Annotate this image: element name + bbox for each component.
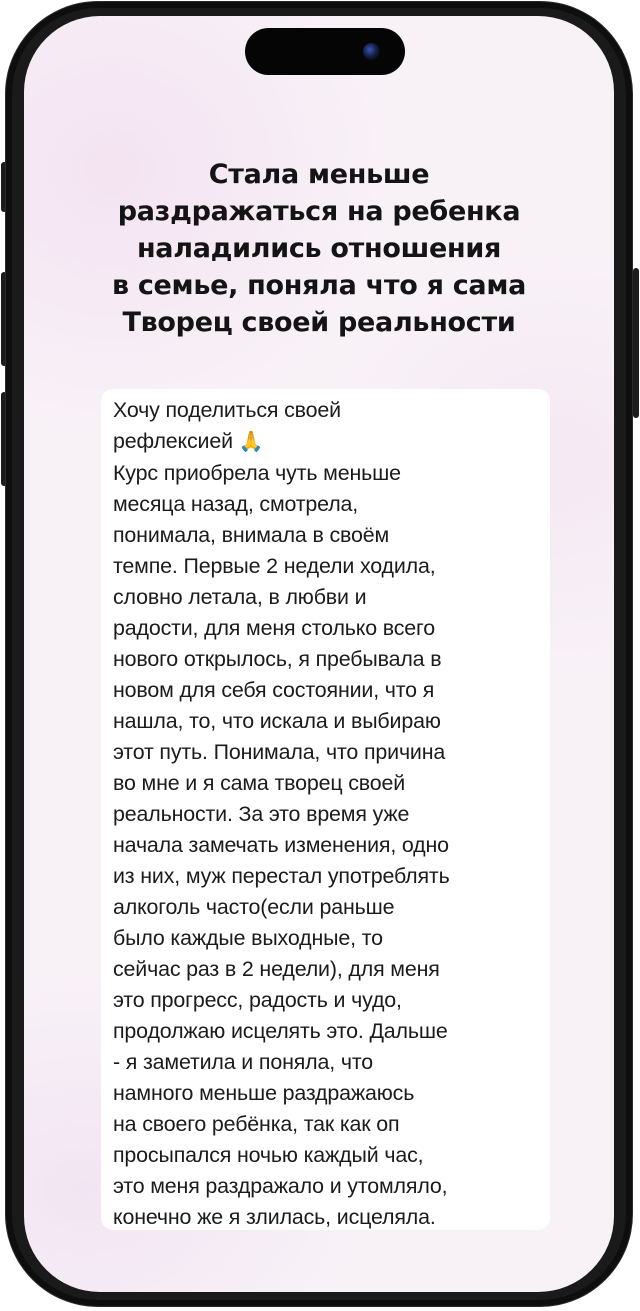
message-line: Хочу поделиться своей [113,398,341,422]
message-line: нового открылось, я пребывала в [113,647,442,671]
message-line: рефлексией [113,429,233,453]
message-line: радости, для меня столько всего [113,616,435,640]
headline-line: раздражаться на ребенка [117,196,521,227]
praying-hands-icon: 🙏 [238,431,264,453]
review-message-text [113,395,545,1230]
message-line: понимала, внимала в своём [113,523,390,547]
message-line: во мне и я сама творец своей [113,771,406,795]
message-line: словно летала, в любви и [113,585,367,609]
message-line: реальности. За это время уже [113,802,410,826]
message-line: темпе. Первые 2 недели ходила, [113,554,436,578]
message-line: - я заметила и поняла, что [113,1050,373,1074]
message-line: просыпался ночью каждый час, [113,1143,424,1167]
review-message-card [101,389,550,1230]
message-line: алкоголь часто(если раньше [113,895,395,919]
headline [34,156,604,341]
message-line: Курс приобрела чуть меньше [113,461,401,485]
message-line: это прогресс, радость и чудо, [113,988,402,1012]
headline-line: Стала меньше [208,159,430,190]
headline-line: в семье, поняла что я сама [111,270,527,301]
message-line: было каждые выходные, то [113,926,383,950]
headline-line: наладились отношения [136,233,502,264]
front-camera-icon [363,43,380,60]
message-line: этот путь. Понимала, что причина [113,740,446,764]
message-line: продолжаю исцелять это. Дальше [113,1019,448,1043]
dynamic-island [245,28,405,75]
headline-line: Творец своей реальности [122,307,516,338]
side-power-button[interactable] [633,268,639,418]
message-line: конечно же я злилась, исцеляла. [113,1205,436,1229]
phone-screen [24,16,614,1292]
message-line: новом для себя состоянии, что я [113,678,435,702]
message-line: из них, муж перестал употреблять [113,864,450,888]
message-line: месяца назад, смотрела, [113,492,359,516]
message-line-with-emoji [113,426,545,458]
message-line: сейчас раз в 2 недели), для меня [113,957,440,981]
message-line: намного меньше раздражаюсь [113,1081,415,1105]
phone-frame [6,2,632,1306]
message-line: нашла, то, что искала и выбираю [113,709,441,733]
message-line: на своего ребёнка, так как оп [113,1112,400,1136]
message-line: начала замечать изменения, одно [113,833,449,857]
message-line: это меня раздражало и утомляло, [113,1174,448,1198]
